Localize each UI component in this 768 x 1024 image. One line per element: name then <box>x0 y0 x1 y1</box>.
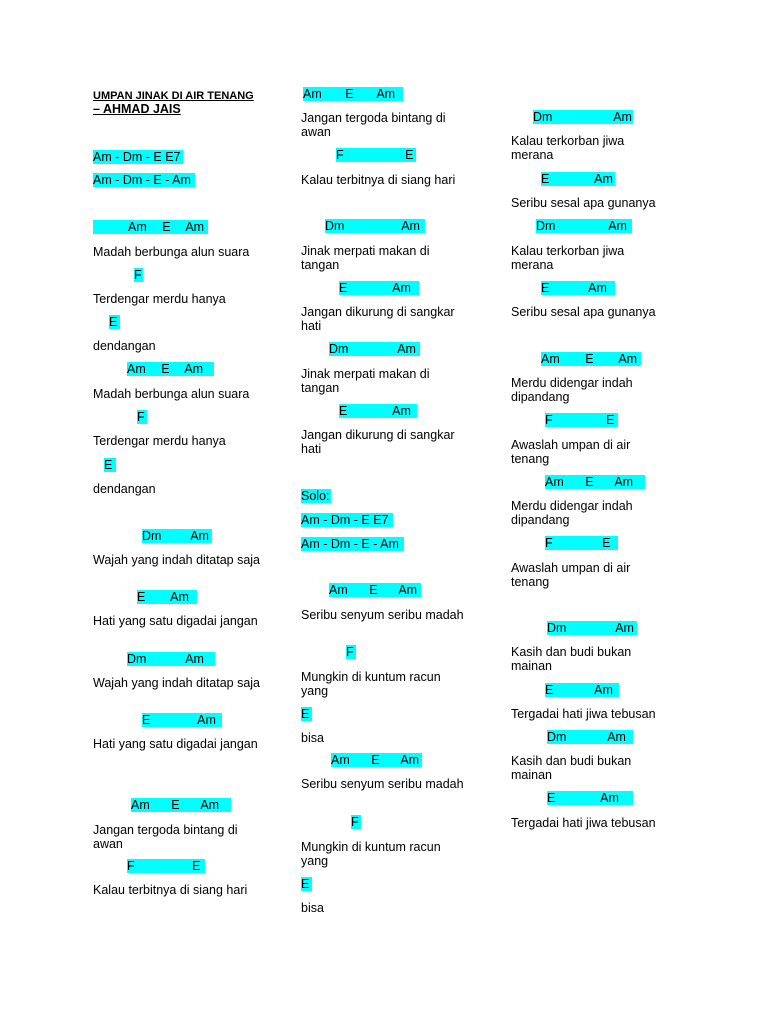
chord-line: F E <box>336 148 416 162</box>
chord-line: F <box>351 815 361 829</box>
lyric-line: Tergadai hati jiwa tebusan <box>511 707 656 721</box>
lyric-line: Tergadai hati jiwa tebusan <box>511 816 656 830</box>
chord-line: Dm Am <box>142 529 212 543</box>
lyric-line: Kasih dan budi bukan mainan <box>511 754 632 782</box>
chord-line: Am E Am <box>329 583 421 597</box>
lyric-line: Jinak merpati makan di tangan <box>301 244 430 272</box>
chord-line: Am E Am <box>127 362 214 376</box>
chord-line: F <box>137 410 147 424</box>
chord-line: F E <box>127 859 205 873</box>
chord-line: E <box>109 315 120 329</box>
lyric-line: Seribu sesal apa gunanya <box>511 305 656 319</box>
lyric-line: Jangan tergoda bintang di awan <box>93 823 238 851</box>
lyric-line: Terdengar merdu hanya <box>93 292 226 306</box>
lyric-line: bisa <box>301 731 324 745</box>
lyric-line: Terdengar merdu hanya <box>93 434 226 448</box>
chord-line: E <box>104 458 116 472</box>
chord-line: Dm Am <box>533 110 632 124</box>
chord-line: Dm Am <box>329 342 420 356</box>
intro-chords: Am - Dm - E E7 <box>93 150 183 164</box>
solo-chords: Am - Dm - E - Am <box>301 537 404 551</box>
chord-line: E Am <box>339 281 419 295</box>
lyric-line: Jangan dikurung di sangkar hati <box>301 305 455 333</box>
chord-line: Am E Am <box>545 475 645 489</box>
chord-line: Dm Am <box>547 621 637 635</box>
lyric-line: Jangan dikurung di sangkar hati <box>301 428 455 456</box>
lyric-line: Hati yang satu digadai jangan <box>93 737 258 751</box>
chord-line: E Am <box>545 683 619 697</box>
lyric-line: Seribu sesal apa gunanya <box>511 196 656 210</box>
lyric-line: Merdu didengar indah dipandang <box>511 499 633 527</box>
chord-line: Am E Am <box>93 220 208 234</box>
chord-line: Dm Am <box>547 730 633 744</box>
lyric-line: Mungkin di kuntum racun yang <box>301 670 441 698</box>
lyric-line: Kalau terkorban jiwa merana <box>511 244 625 272</box>
solo-label: Solo: <box>301 489 330 503</box>
chord-line: Am E Am <box>331 753 422 767</box>
lyric-line: Madah berbunga alun suara <box>93 245 250 259</box>
chord-line: Dm Am <box>536 219 632 233</box>
lyric-line: dendangan <box>93 339 156 353</box>
lyric-line: dendangan <box>93 482 156 496</box>
intro-chords: Am - Dm - E - Am <box>93 173 195 187</box>
chord-line: Am E Am <box>541 352 641 366</box>
lyric-line: Madah berbunga alun suara <box>93 387 250 401</box>
chord-line: Am E Am <box>131 798 231 812</box>
lyric-line: Awaslah umpan di air tenang <box>511 438 631 466</box>
chord-line: Dm Am <box>127 652 215 666</box>
chord-line: Dm Am <box>325 219 425 233</box>
chord-line: E Am <box>339 404 417 418</box>
chord-line: E Am <box>137 590 197 604</box>
chord-line: E Am <box>541 172 615 186</box>
lyric-line: Mungkin di kuntum racun yang <box>301 840 441 868</box>
lyric-line: Awaslah umpan di air tenang <box>511 561 631 589</box>
lyric-line: Kasih dan budi bukan mainan <box>511 645 632 673</box>
lyric-line: Jangan tergoda bintang di awan <box>301 111 446 139</box>
lyric-line: Seribu senyum seribu madah <box>301 608 464 622</box>
chord-line: F E <box>545 413 618 427</box>
lyric-line: Kalau terkorban jiwa merana <box>511 134 625 162</box>
lyric-line: Wajah yang indah ditatap saja <box>93 676 261 690</box>
artist-name: – AHMAD JAIS <box>93 102 181 116</box>
lyric-line: Jinak merpati makan di tangan <box>301 367 430 395</box>
chord-line: F <box>134 268 142 282</box>
chord-line: E Am <box>142 713 222 727</box>
lyric-line: Kalau terbitnya di siang hari <box>93 883 248 897</box>
chord-line: F <box>346 645 356 659</box>
chord-line: E <box>301 877 312 891</box>
lyric-line: Seribu senyum seribu madah <box>301 777 464 791</box>
chord-line: E Am <box>547 791 633 805</box>
lyric-line: Kalau terbitnya di siang hari <box>301 173 456 187</box>
lyric-line: bisa <box>301 901 324 915</box>
chord-line: E Am <box>541 281 615 295</box>
chord-line: F E <box>545 536 618 550</box>
chord-line: E <box>301 707 312 721</box>
solo-chords: Am - Dm - E E7 <box>301 513 393 527</box>
lyric-line: Wajah yang indah ditatap saja <box>93 553 261 567</box>
lyric-line: Merdu didengar indah dipandang <box>511 376 633 404</box>
song-title: UMPAN JINAK DI AIR TENANG <box>93 90 254 102</box>
chord-line: Am E Am <box>303 87 403 101</box>
lyric-line: Hati yang satu digadai jangan <box>93 614 258 628</box>
